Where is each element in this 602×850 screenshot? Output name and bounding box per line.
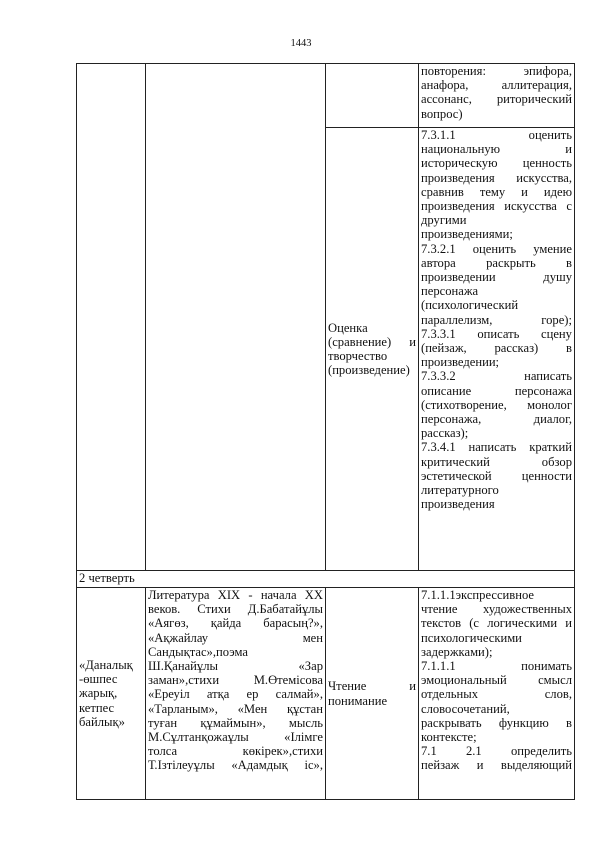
text-line [421,142,572,156]
text-line: рассказ); [421,426,469,441]
table-row [77,588,575,800]
word: 7.1.1.1 [421,659,456,674]
word: художественных [483,602,572,617]
word: диалог, [533,412,572,427]
word: туған [148,715,178,730]
word: искусства [504,199,557,214]
word: критический [421,454,490,469]
word: Т.Ізтілеуұлы [148,758,215,773]
text-line: литературного [421,483,499,498]
row3-col1-text [79,658,143,729]
text-line: понимание [328,693,388,708]
word: «Тарланым», [148,701,218,716]
text-line [328,679,416,693]
page-number: 1443 [290,38,312,49]
text-line [421,313,572,327]
word: құстан [287,701,323,716]
word: умение [533,241,572,256]
word: ценности [521,468,572,483]
word: функцию [498,715,549,730]
text-line: творчество [328,349,388,363]
row2-col3-text [328,321,416,378]
word: тему [479,184,506,199]
word: параллелизм, [421,312,493,327]
word: и [565,616,572,631]
text-line [148,716,323,730]
text-line: вопрос) [421,106,463,121]
text-line [421,398,572,412]
word: и [409,679,416,694]
word: смысл [538,673,572,688]
text-line [421,78,572,92]
word: историческую [421,156,498,171]
word: национальную [421,142,501,157]
text-line: 7.1.1.1экспрессивное [421,588,535,602]
word: риторический [496,92,572,107]
text-line: Оценка [328,320,368,335]
word: М.Өтемісова [253,673,323,688]
word: в [566,341,572,356]
word: іс», [304,758,323,773]
word: барасың?», [263,616,323,631]
row1-col1 [77,64,146,571]
text-line [421,440,572,454]
word: заман»,стихи [148,673,220,688]
word: в [566,715,572,730]
row3-col4 [419,588,575,800]
text-line [328,335,416,349]
word: XX [304,588,323,602]
word: «Ілімге [284,730,323,745]
word: «Зар [298,659,323,674]
word: құмаймын», [200,715,266,730]
row1-col3 [326,64,419,128]
word: «Ақжайлау [148,630,209,645]
word: оценить [528,128,572,142]
row2-col4 [419,128,575,571]
text-line: (произведение) [328,363,410,378]
word: в [566,255,572,270]
word: и [409,334,416,349]
text-line [148,602,323,616]
word: (с [469,616,480,631]
word: душу [543,270,572,285]
word: написать [468,440,517,455]
text-line: Сандықтас»,поэма [148,644,248,659]
word: повторения: [421,64,486,78]
text-line: психологическими [421,630,522,645]
word: персонажа [514,383,572,398]
word: аллитерация, [501,78,572,93]
text-line [148,673,323,687]
word: атқа [206,687,230,702]
text-line: произведении; [421,355,500,370]
word: М.Сұлтанқожаұлы [148,730,249,745]
row3-col4-text [421,588,572,773]
text-line: персонажа [421,284,479,299]
row3-col1 [77,588,146,800]
word: искусства, [516,170,572,185]
text-line [421,270,572,284]
word: салмай», [275,687,323,702]
text-line: (психологический [421,298,519,313]
word: и [521,184,528,199]
word: обзор [541,454,572,469]
word: эстетической [421,468,492,483]
text-line [421,92,572,106]
word: (пейзаж, [421,341,467,356]
word: анафора, [421,78,469,93]
word: эмоциональный [421,673,507,688]
word: описание [421,383,472,398]
word: 7.3.1.1 [421,128,456,142]
word: выделяющий [500,758,572,773]
word: пейзаж [421,758,460,773]
text-line [148,730,323,744]
row3-col2 [146,588,326,800]
word: ер [246,687,259,702]
text-line: байлық» [79,714,125,729]
word: с [566,199,572,214]
word: 7.1 [421,744,437,759]
word: - [248,588,253,602]
text-line: словосочетаний, [421,701,510,716]
text-line [421,616,572,630]
text-line [421,369,572,383]
word: Ш.Қанайұлы [148,659,218,674]
word: ассонанс, [421,92,472,107]
word: определить [510,744,572,759]
word: начала [260,588,297,602]
word: произведения [421,170,495,185]
text-line [421,341,572,355]
word: 7.3.2.1 [421,241,456,256]
word: сравнив [421,184,464,199]
word: рассказ) [494,341,539,356]
word: раскрывать [421,715,482,730]
text-line [148,687,323,701]
word: монолог [527,397,572,412]
word: раскрыть [486,255,536,270]
word: персонажа, [421,412,482,427]
text-line [148,588,323,602]
text-line [421,384,572,398]
row3-col2-text [148,588,323,773]
word: сцену [541,326,572,341]
word: көкірек»,стихи [242,744,323,759]
text-line [421,64,572,78]
word: оценить [472,241,517,256]
word: текстов [421,616,462,631]
row1-col4 [419,64,575,128]
text-line [421,171,572,185]
table-row [77,571,575,588]
quarter-row [77,571,575,588]
word: идею [543,184,572,199]
text-line [148,702,323,716]
word: мысль [288,715,323,730]
word: толса [148,744,178,759]
word: «Адамдық [231,758,288,773]
word: 7.3.3.2 [421,369,456,384]
word: 7.3.4.1 [421,440,456,455]
text-line: жарық, [79,686,118,701]
table-row [77,64,575,128]
text-line [421,744,572,758]
word: отдельных [421,687,478,702]
word: краткий [529,440,572,455]
word: 2.1 [465,744,482,759]
text-line [421,602,572,616]
text-line: другими [421,213,467,228]
word: (стихотворение, [421,397,507,412]
text-line [148,631,323,645]
text-line [421,469,572,483]
text-line: «Даналық [79,657,133,672]
word: описать [477,326,520,341]
word: 7.3.3.1 [421,326,456,341]
text-line [148,659,323,673]
text-line: произведения [421,497,495,512]
text-line [421,256,572,270]
word: қайда [210,616,242,631]
word: логическими [487,616,558,631]
text-line: задержками); [421,644,493,659]
text-line: кетпес [79,700,115,715]
text-line [148,744,323,758]
word: (сравнение) [328,334,392,349]
text-line [421,673,572,687]
text-line [421,199,572,213]
word: «Мен [237,701,268,716]
word: «Ереуіл [148,687,190,702]
word: написать [524,369,572,384]
word: XIX [217,588,241,602]
quarter-label: 2 четверть [79,571,135,585]
word: «Аягөз, [148,616,189,631]
word: автора [421,255,456,270]
row2-col4-text [421,128,572,511]
word: веков. [148,602,181,617]
row3-col3 [326,588,419,800]
word: Чтение [328,679,367,694]
text-line [421,156,572,170]
row1-col2 [146,64,326,571]
word: горе); [541,312,572,327]
text-line [148,758,323,772]
word: Литература [148,588,210,602]
word: и [565,142,572,157]
text-line: произведениями; [421,227,513,242]
word: слов, [544,687,572,702]
text-line [148,616,323,630]
text-line [421,687,572,701]
word: произведения [421,199,495,214]
text-line [421,455,572,469]
text-line [421,659,572,673]
row1-col4-text [421,64,572,121]
word: чтение [421,602,458,617]
row3-col3-text [328,679,416,707]
text-line: контексте; [421,730,477,745]
text-line [421,242,572,256]
text-line [421,412,572,426]
word: ценность [522,156,572,171]
text-line [421,716,572,730]
text-line: -өшпес [79,672,118,687]
text-line [421,327,572,341]
text-line [421,185,572,199]
word: эпифора, [523,64,572,78]
word: Стихи [197,602,231,617]
text-line [421,758,572,772]
word: произведении [421,270,496,285]
word: понимать [521,659,572,674]
word: Д.Бабатайұлы [247,602,323,617]
row2-col3 [326,128,419,571]
text-line [421,128,572,142]
curriculum-table [76,63,575,800]
word: и [476,758,484,773]
word: мен [302,630,323,645]
